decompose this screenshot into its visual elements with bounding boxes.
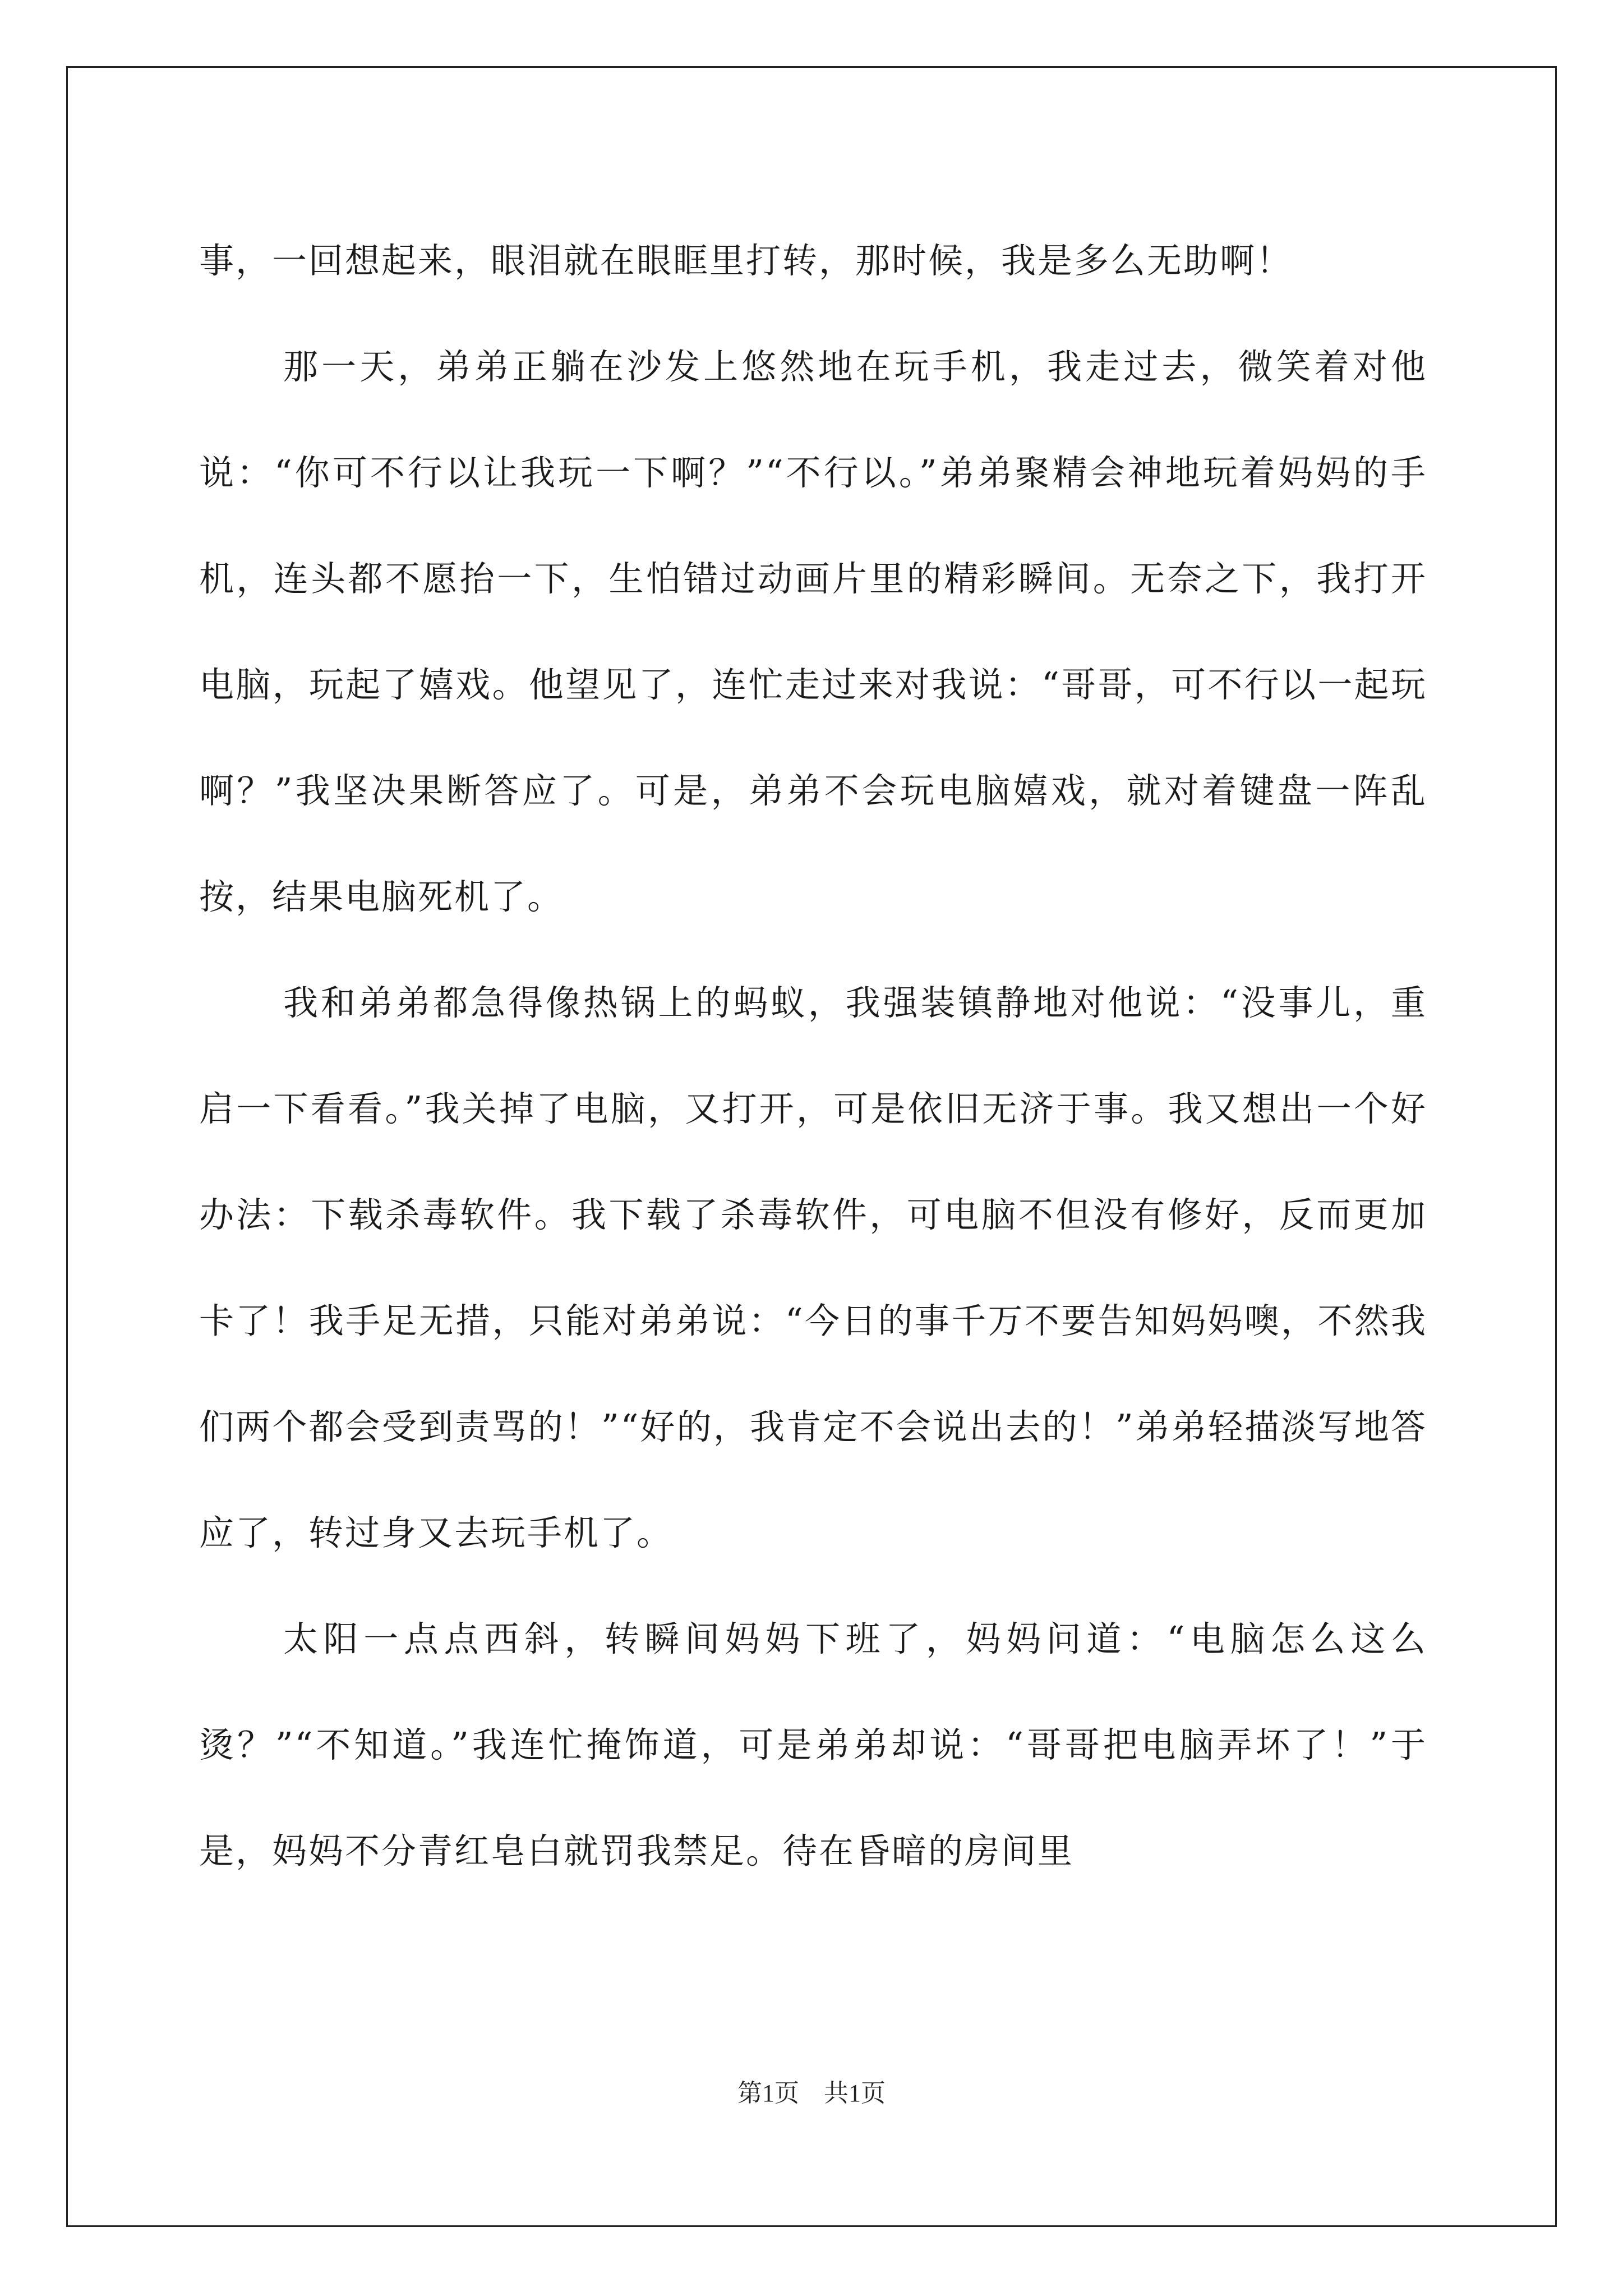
paragraph-3: 我和弟弟都急得像热锅上的蚂蚁，我强装镇静地对他说：“没事儿，重启一下看看。”我关掉了电脑，又打开，可是依旧无济于事。我又想出一个好办法：下载杀毒软件。我下载了杀毒软件，可电脑不但没有修好，反而更加卡了！我手足无措，只能对弟弟说：“今日的事千万不要告知妈妈噢，不然我们两个都会受到责骂的！”“好的，我肯定不会说出去的！”弟弟轻描淡写地答应了，转过身又去玩手机了。 <box>199 982 1427 1553</box>
paragraph-2: 那一天，弟弟正躺在沙发上悠然地在玩手机，我走过去，微笑着对他说：“你可不行以让我玩一下啊？”“不行以。”弟弟聚精会神地玩着妈妈的手机，连头都不愿抬一下，生怕错过动画片里的精彩瞬间。无奈之下，我打开电脑，玩起了嬉戏。他望见了，连忙走过来对我说：“哥哥，可不行以一起玩啊？”我坚决果断答应了。可是，弟弟不会玩电脑嬉戏，就对着键盘一阵乱按，结果电脑死机了。 <box>199 346 1427 917</box>
page-number: 第1页 <box>737 2079 799 2107</box>
paragraph-1: 事，一回想起来，眼泪就在眼眶里打转，那时候，我是多么无助啊！ <box>199 240 1293 281</box>
page-total: 共1页 <box>824 2079 886 2107</box>
page-footer <box>0 2077 1623 2110</box>
paragraph-4: 太阳一点点西斜，转瞬间妈妈下班了，妈妈问道：“电脑怎么这么烫？”“不知道。”我连忙掩饰道，可是弟弟却说：“哥哥把电脑弄坏了！”于是，妈妈不分青红皂白就罚我禁足。待在昏暗的房间里 <box>199 1618 1427 1871</box>
document-body <box>199 208 1427 1904</box>
